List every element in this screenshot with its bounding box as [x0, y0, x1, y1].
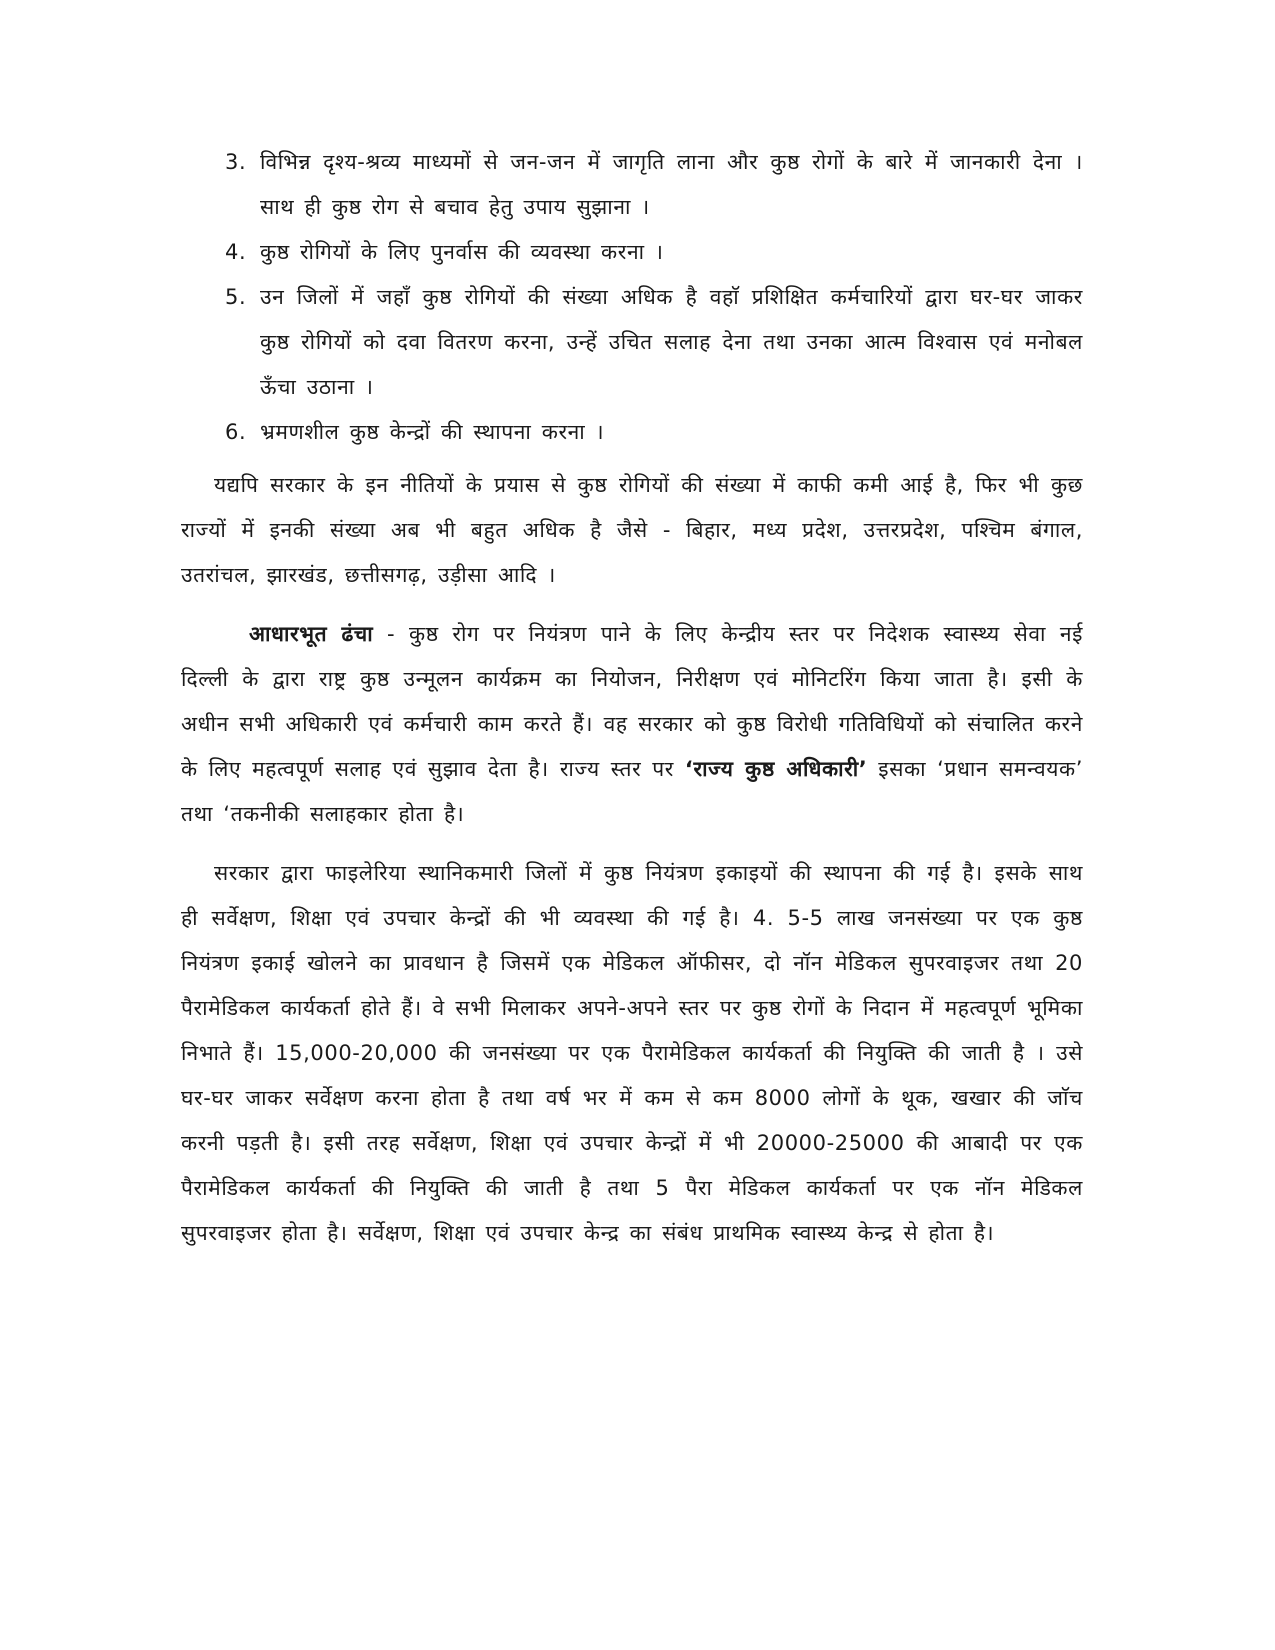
list-item: [181, 275, 1083, 410]
paragraph-infrastructure: [181, 612, 1083, 837]
paragraph-text: इसका ‘प्रधान समन्वयक’ तथा ‘तकनीकी सलाहकार होता है।: [181, 757, 1083, 826]
document-body: [181, 140, 1083, 1270]
section-heading: आधारभूत ढंचा: [249, 622, 374, 646]
paragraph-control-units: सरकार द्वारा फाइलेरिया स्थानिकमारी जिलों में कुष्ठ नियंत्रण इकाइयों की स्थापना की गई है। इसके साथ ही सर्वेक्षण, शिक्षा एवं उपचार केन्द्रों की भी व्यवस्था की गई है। 4. 5-5 लाख जनसंख्या पर एक कुष्ठ नियंत्रण इकाई खोलने का प्रावधान है जिसमें एक मेडिकल ऑफीसर, दो नॉन मेडिकल सुपरवाइजर तथा 20 पैरामेडिकल कार्यकर्ता होते हैं। वे सभी मिलाकर अपने-अपने स्तर पर कुष्ठ रोगों के निदान में महत्वपूर्ण भूमिका निभाते हैं। 15,000-20,000 की जनसंख्या पर एक पैरामेडिकल कार्यकर्ता की नियुक्ति की जाती है । उसे घर-घर जाकर सर्वेक्षण करना होता है तथा वर्ष भर में कम से कम 8000 लोगों के थूक, खखार की जाॅच करनी पड़ती है। इसी तरह सर्वेक्षण, शिक्षा एवं उपचार केन्द्रों में भी 20000-25000 की आबादी पर एक पैरामेडिकल कार्यकर्ता की नियुक्ति की जाती है तथा 5 पैरा मेडिकल कार्यकर्ता पर एक नॉन मेडिकल सुपरवाइजर होता है। सर्वेक्षण, शिक्षा एवं उपचार केन्द्र का संबंध प्राथमिक स्वास्थ्य केन्द्र से होता है।: [181, 861, 1083, 1245]
paragraph-text: - कुष्ठ रोग पर नियंत्रण पाने के लिए केन्द्रीय स्तर पर निदेशक स्वास्थ्य सेवा नई दिल्ली के द्वारा राष्ट्र कुष्ठ उन्मूलन कार्यक्रम का नियोजन, निरीक्षण एवं मोनिटरिंग किया जाता है। इसी के अधीन सभी अधिकारी एवं कर्मचारी काम करते हैं। वह सरकार को कुष्ठ विरोधी गतिविधियों को संचालित करने के लिए महत्वपूर्ण सलाह एवं सुझाव देता है। राज्य स्तर पर: [181, 622, 1083, 781]
bold-term: ‘राज्य कुष्ठ अधिकारी’: [684, 757, 868, 781]
numbered-list: [181, 140, 1083, 455]
list-number: 6.: [225, 420, 247, 444]
list-item: [181, 230, 1083, 275]
list-number: 3.: [225, 150, 247, 174]
paragraph-affected-states: यद्यपि सरकार के इन नीतियों के प्रयास से कुष्ठ रोगियों की संख्या में काफी कमी आई है, फिर भी कुछ राज्यों में इनकी संख्या अब भी बहुत अधिक है जैसे - बिहार, मध्य प्रदेश, उत्तरप्रदेश, पश्चिम बंगाल, उतरांचल, झारखंड, छत्तीसगढ़, उड़ीसा आदि ।: [181, 473, 1083, 587]
list-text: कुष्ठ रोगियों के लिए पुनर्वास की व्यवस्था करना ।: [260, 240, 664, 264]
list-number: 5.: [225, 285, 247, 309]
list-item: [181, 140, 1083, 230]
list-text: विभिन्न दृश्य-श्रव्य माध्यमों से जन-जन में जागृति लाना और कुष्ठ रोगों के बारे में जानकारी देना । साथ ही कुष्ठ रोग से बचाव हेतु उपाय सुझाना ।: [260, 150, 1083, 219]
list-text: भ्रमणशील कुष्ठ केन्द्रों की स्थापना करना ।: [260, 420, 605, 444]
list-text: उन जिलों में जहाँ कुष्ठ रोगियों की संख्या अधिक है वहाॅ प्रशिक्षित कर्मचारियों द्वारा घर-घर जाकर कुष्ठ रोगियों को दवा वितरण करना, उन्हें उचित सलाह देना तथा उनका आत्म विश्वास एवं मनोबल ऊँचा उठाना ।: [260, 285, 1083, 399]
list-item: [181, 410, 1083, 455]
list-number: 4.: [225, 240, 247, 264]
